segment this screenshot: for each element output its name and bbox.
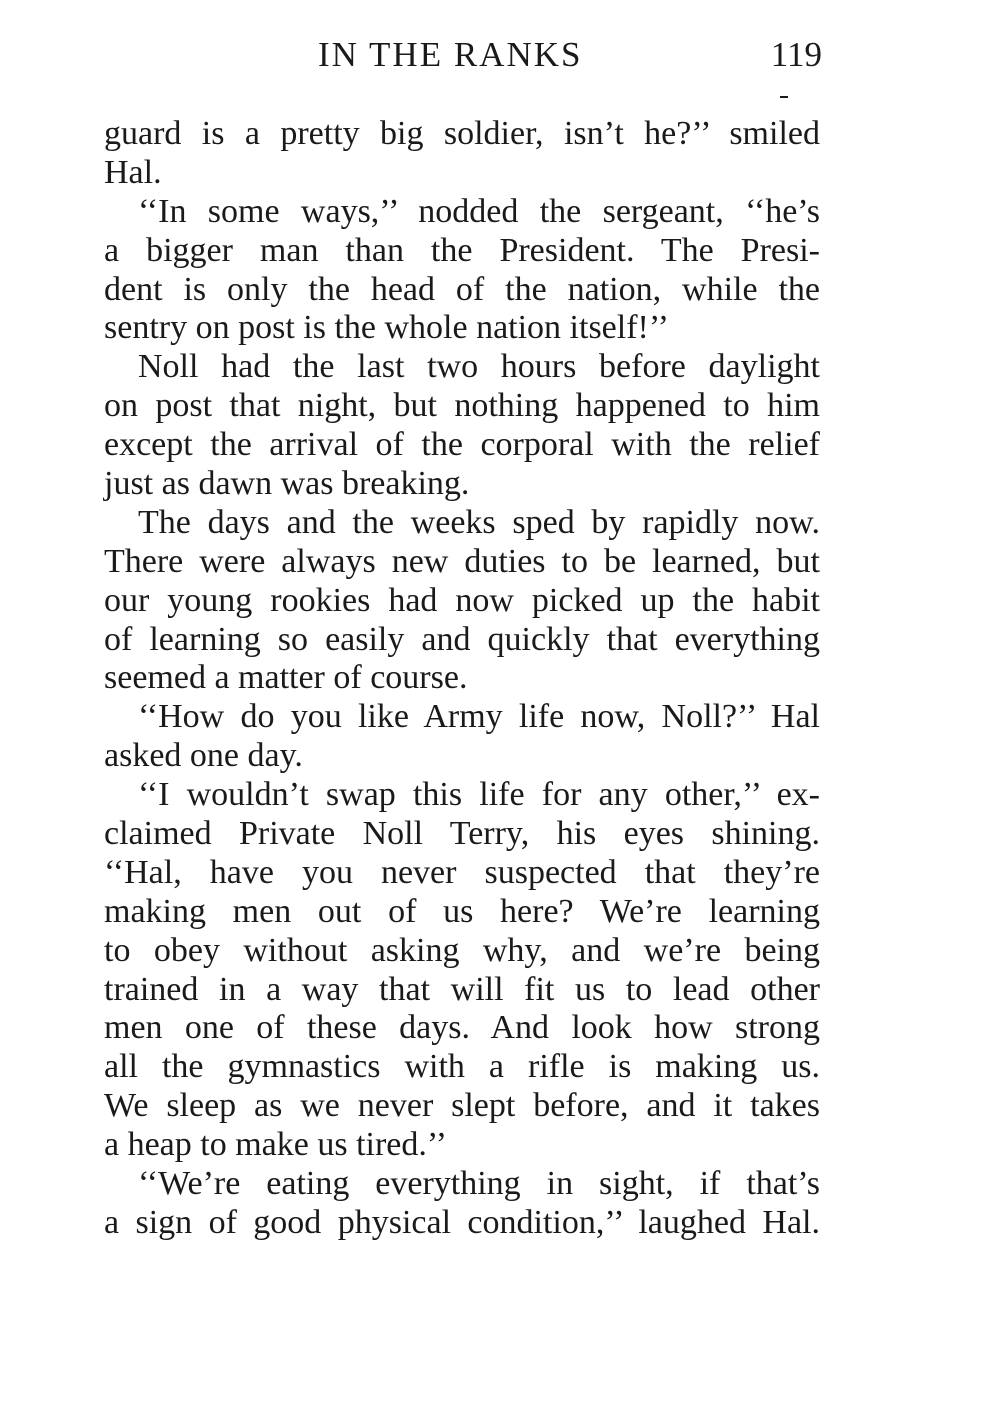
body-text [104, 115, 820, 1243]
text-line: to obey without asking why, and we’re being [104, 931, 820, 969]
text-line: Noll had the last two hours before daylight [138, 348, 820, 386]
running-title: IN THE RANKS [318, 35, 583, 74]
text-line: We sleep as we never slept before, and it takes [104, 1087, 820, 1125]
text-line: on post that night, but nothing happened to him [104, 387, 820, 425]
text-line: just as dawn was breaking. [104, 465, 470, 503]
margin-mark [780, 96, 788, 98]
text-line: ‘‘We’re eating everything in sight, if that’s [138, 1165, 820, 1203]
text-line: except the arrival of the corporal with the relief [104, 426, 820, 464]
text-line: ‘‘How do you like Army life now, Noll?’’ Hal [138, 698, 820, 736]
text-line: trained in a way that will fit us to lead other [104, 970, 820, 1008]
text-line: a sign of good physical condition,’’ laughed Hal. [104, 1203, 820, 1241]
text-line: a bigger man than the President. The Presi- [104, 231, 820, 269]
text-line: men one of these days. And look how strong [104, 1009, 820, 1047]
text-line: dent is only the head of the nation, while the [104, 270, 820, 308]
text-line: ‘‘Hal, have you never suspected that they’re [104, 853, 820, 891]
text-line: There were always new duties to be learned, but [104, 542, 820, 580]
text-line: ‘‘In some ways,’’ nodded the sergeant, ‘‘he’s [138, 192, 820, 230]
text-line: our young rookies had now picked up the habit [104, 581, 820, 619]
text-line: asked one day. [104, 737, 303, 775]
text-line: a heap to make us tired.’’ [104, 1126, 448, 1164]
text-line: sentry on post is the whole nation itself!’’ [104, 309, 669, 347]
text-line: ‘‘I wouldn’t swap this life for any other,’’ ex- [138, 776, 820, 814]
text-line: guard is a pretty big soldier, isn’t he?’’ smiled [104, 115, 820, 152]
text-line: of learning so easily and quickly that everything [104, 620, 820, 658]
running-header [0, 30, 1000, 80]
text-line: seemed a matter of course. [104, 659, 468, 697]
text-line: The days and the weeks sped by rapidly now. [138, 503, 820, 541]
text-line: all the gymnastics with a rifle is making us. [104, 1048, 820, 1086]
text-line: claimed Private Noll Terry, his eyes shining. [104, 815, 820, 853]
page-number: 119 [770, 35, 822, 74]
text-line: Hal. [104, 153, 162, 191]
text-line: making men out of us here? We’re learning [104, 892, 820, 930]
